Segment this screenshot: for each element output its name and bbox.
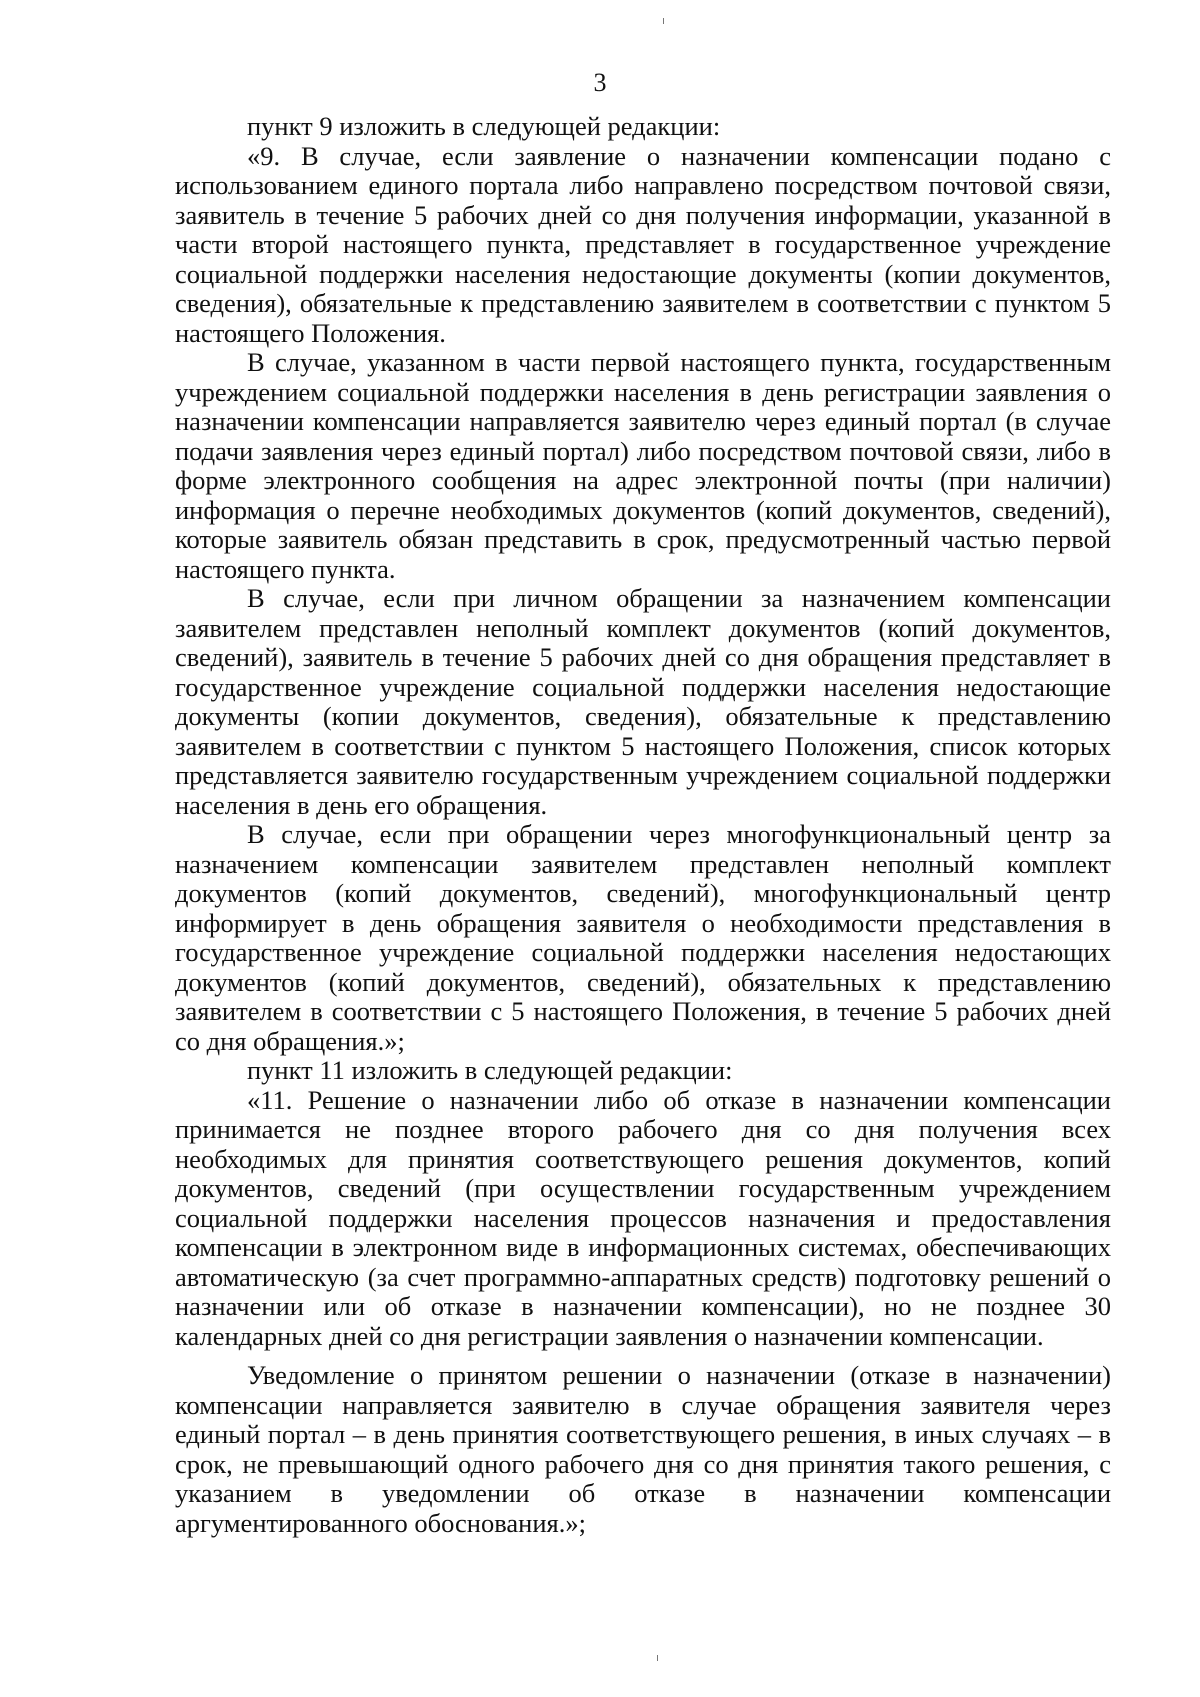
paragraph: «9. В случае, если заявление о назначении компенсации подано с использованием единого портала либо направлено посредством почтовой связи, заявитель в течение 5 рабочих дней со дня получения информации, указанной в части второй настоящего пункта, представляет в государственное учреждение социальной поддержки населения недостающие документы (копии документов, сведения), обязательные к представлению заявителем в соответствии с пунктом 5 настоящего Положения. — [175, 140, 1111, 348]
paragraph: Уведомление о принятом решении о назначении (отказе в назначении) компенсации направляется заявителю в случае обращения заявителя через единый портал – в день принятия соответствующего решения, в иных случаях – в срок, не превышающий одного рабочего дня со дня принятия такого решения, с указанием в уведомлении об отказе в назначении компенсации аргументированного обоснования.»; — [175, 1360, 1111, 1538]
paragraph: В случае, если при личном обращении за назначением компенсации заявителем представлен неполный комплект документов (копий документов, сведений), заявитель в течение 5 рабочих дней со дня обращения представляет в государственное учреждение социальной поддержки населения недостающие документы (копии документов, сведения), обязательные к представлению заявителем в соответствии с пунктом 5 настоящего Положения, список которых представляется заявителю государственным учреждением социальной поддержки населения в день его обращения. — [175, 583, 1111, 820]
scan-mark — [663, 18, 664, 24]
scan-mark — [657, 1655, 658, 1661]
paragraph: пункт 11 изложить в следующей редакции: — [247, 1055, 733, 1085]
paragraph: В случае, указанном в части первой настоящего пункта, государственным учреждением социальной поддержки населения в день регистрации заявления о назначении компенсации направляется заявителю через единый портал (в случае подачи заявления через единый портал) либо посредством почтовой связи, либо в форме электронного сообщения на адрес электронной почты (при наличии) информация о перечне необходимых документов (копий документов, сведений), которые заявитель обязан представить в срок, предусмотренный частью первой настоящего пункта. — [175, 347, 1111, 584]
paragraph: пункт 9 изложить в следующей редакции: — [247, 111, 721, 141]
document-body — [175, 112, 1111, 1538]
paragraph: В случае, если при обращении через многофункциональный центр за назначением компенсации заявителем представлен неполный комплект документов (копий документов, сведений), многофункциональный центр информирует в день обращения заявителя о необходимости представления в государственное учреждение социальной поддержки населения недостающих документов (копий документов, сведений), обязательных к представлению заявителем в соответствии с 5 настоящего Положения, в течение 5 рабочих дней со дня обращения.»; — [175, 819, 1111, 1056]
page-number: 3 — [593, 68, 607, 97]
paragraph: «11. Решение о назначении либо об отказе в назначении компенсации принимается не позднее второго рабочего дня со дня получения всех необходимых для принятия соответствующего решения документов, копий документов, сведений (при осуществлении государственным учреждением социальной поддержки населения процессов назначения и предоставления компенсации в электронном виде в информационных системах, обеспечивающих автоматическую (за счет программно-аппаратных средств) подготовку решений о назначении или об отказе в назначении компенсации), но не позднее 30 календарных дней со дня регистрации заявления о назначении компенсации. — [175, 1084, 1111, 1351]
